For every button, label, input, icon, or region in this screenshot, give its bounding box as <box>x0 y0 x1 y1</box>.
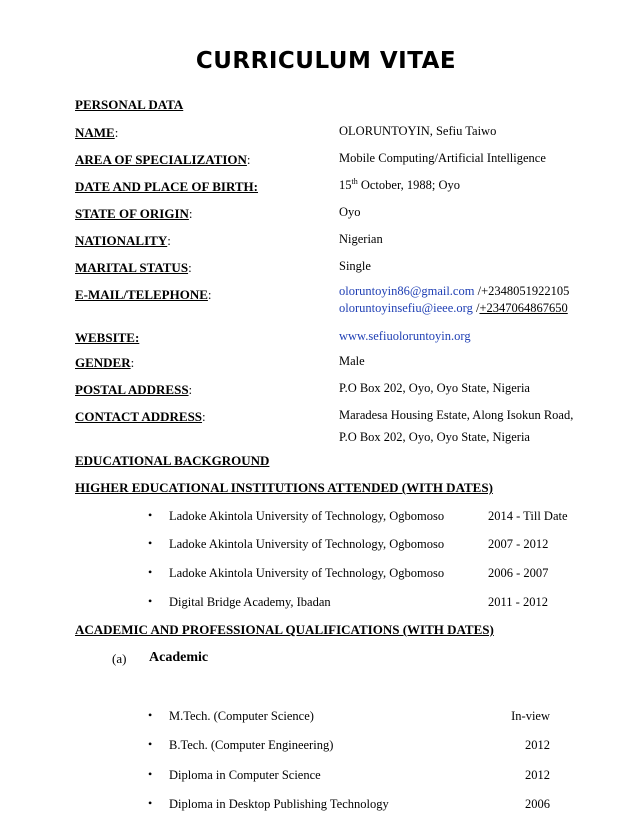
label-website: WEBSITE: <box>75 330 140 345</box>
website-link[interactable]: www.sefiuoloruntoyin.org <box>339 329 471 343</box>
bullet-icon: • <box>148 565 153 579</box>
bullet-icon: • <box>148 767 153 781</box>
label-email-telephone: E-MAIL/TELEPHONE: <box>75 287 212 302</box>
label-contact-address: CONTACT ADDRESS: <box>75 409 206 424</box>
value-birth: 15th October, 1988; Oyo <box>339 176 460 192</box>
cv-page: CURRICULUM VITAE PERSONAL DATA NAME: OLORUNTOYIN, Sefiu Taiwo AREA OF SPECIALIZATION: Mobile Computing/Artificial Intelligence DATE AND PLACE OF BIRTH: 15th October, 1988; Oyo STATE OF ORIGIN: Oyo NATIONALITY: Nigerian MARITAL STATUS: Single E-MAIL/TELEPHONE: oloruntoyin86@gmail.com /+2348051922105 oloruntoyinsefiu@ieee.org /+2347064867650 WEBSITE: www.sefiuoloruntoyin.org GENDER: Male POSTAL ADDRESS: P.O Box 202, Oyo, Oyo State, Nigeria CONTACT ADDRESS: Maradesa Housing Estate, Along Isokun Road, P.O Box 202, Oyo, Oyo State, Nigeria EDUCATIONAL BACKGROUND HIGHER EDUCATIONAL INSTITUTIONS ATTENDED (WITH DATES) • Ladoke Akintola University of Technology, Ogbomoso 2014 - Till Date • Ladoke Akintola University of Technology, Ogbomoso 2007 - 2012 • Ladoke Akintola University of Technology, Ogbomoso 2006 - 2007 • Digital Bridge Academy, Ibadan 2011 - 2012 ACADEMIC AND PROFESSIONAL QUALIFICATIONS (WITH DATES) (a) Academic • M.Tech. (Computer Science) In-view • B.Tech. (Computer Engineering) 2012 • Diploma in Computer Science 2012 • Diploma in Desktop Publishing Technology 2006 <box>0 0 638 826</box>
label-gender: GENDER: <box>75 355 135 370</box>
phone-link[interactable]: +2347064867650 <box>479 301 568 315</box>
value-name: OLORUNTOYIN, Sefiu Taiwo <box>339 124 497 138</box>
bullet-icon: • <box>148 737 153 751</box>
email-link-ieee[interactable]: oloruntoyinsefiu@ieee.org <box>339 301 473 315</box>
bullet-icon: • <box>148 536 153 550</box>
value-specialization: Mobile Computing/Artificial Intelligence <box>339 151 546 165</box>
label-name: NAME: <box>75 125 119 140</box>
value-state-of-origin: Oyo <box>339 205 361 219</box>
value-gender: Male <box>339 354 365 368</box>
value-postal-address: P.O Box 202, Oyo, Oyo State, Nigeria <box>339 381 530 395</box>
academic-title: Academic <box>149 650 209 665</box>
label-postal-address: POSTAL ADDRESS: <box>75 382 193 397</box>
bullet-icon: • <box>148 594 153 608</box>
bullet-icon: • <box>148 796 153 810</box>
bullet-icon: • <box>148 708 153 722</box>
label-nationality: NATIONALITY: <box>75 233 171 248</box>
email-link-gmail[interactable]: oloruntoyin86@gmail.com <box>339 284 475 298</box>
institutions-heading: HIGHER EDUCATIONAL INSTITUTIONS ATTENDED (WITH DATES) <box>75 480 493 495</box>
value-nationality: Nigerian <box>339 232 383 246</box>
bullet-icon: • <box>148 508 153 522</box>
value-marital-status: Single <box>339 259 371 273</box>
label-marital-status: MARITAL STATUS: <box>75 260 192 275</box>
value-email-telephone: oloruntoyin86@gmail.com /+2348051922105 oloruntoyinsefiu@ieee.org /+2347064867650 <box>339 284 570 315</box>
label-state-of-origin: STATE OF ORIGIN: <box>75 206 193 221</box>
education-heading: EDUCATIONAL BACKGROUND <box>75 453 270 468</box>
value-contact-address: Maradesa Housing Estate, Along Isokun Road, P.O Box 202, Oyo, Oyo State, Nigeria <box>339 408 574 444</box>
qualifications-heading: ACADEMIC AND PROFESSIONAL QUALIFICATIONS (WITH DATES) <box>75 622 494 637</box>
academic-marker: (a) <box>112 651 127 666</box>
document-title: CURRICULUM VITAE <box>195 48 457 74</box>
label-specialization: AREA OF SPECIALIZATION: <box>75 152 251 167</box>
personal-data-heading: PERSONAL DATA <box>75 97 184 112</box>
label-birth: DATE AND PLACE OF BIRTH: <box>75 179 259 194</box>
